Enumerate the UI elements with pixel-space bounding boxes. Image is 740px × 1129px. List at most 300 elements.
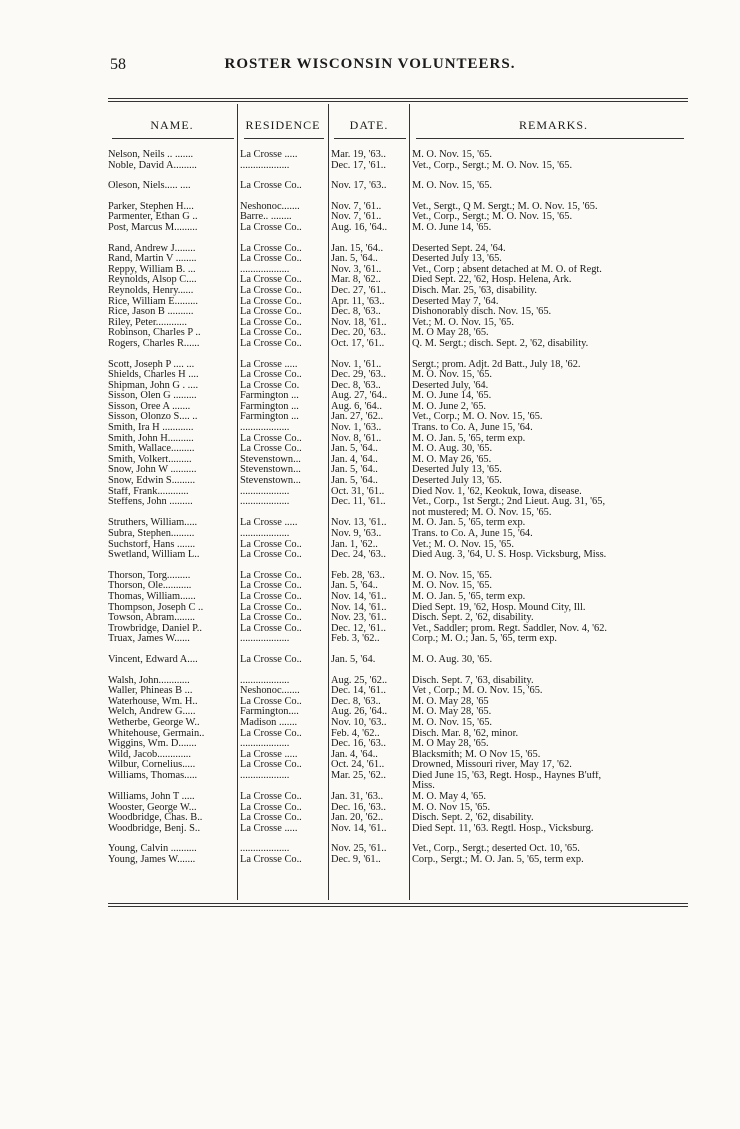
- soldier-name: Swetland, William L..: [108, 550, 200, 561]
- date-cell: Dec. 29, '63..: [331, 370, 386, 381]
- table-row: [0, 813, 740, 824]
- date-cell: Nov. 14, '61..: [331, 602, 387, 613]
- soldier-name: Parmenter, Ethan G ..: [108, 212, 198, 223]
- soldier-name: Trowbridge, Daniel P..: [108, 623, 202, 634]
- soldier-name: Nelson, Neils .. .......: [108, 150, 194, 160]
- soldier-name: Sisson, Oree A .......: [108, 401, 191, 412]
- residence-cell: La Crosse Co..: [240, 433, 302, 444]
- date-cell: Jan. 4, '64..: [331, 454, 378, 465]
- date-cell: Jan. 5, '64.: [331, 654, 376, 665]
- residence-cell: ...................: [240, 486, 290, 497]
- remarks-cell: Disch. Sept. 2, '62, disability.: [412, 613, 534, 624]
- soldier-name: Wooster, George W...: [108, 802, 197, 813]
- table-bottom-rule: [108, 903, 688, 904]
- remarks-cell: M. O. June 2, '65.: [412, 401, 487, 412]
- date-cell: Jan. 5, '64..: [331, 465, 378, 476]
- remarks-cell: M. O. Aug. 30, '65.: [412, 444, 493, 455]
- remarks-cell: M. O. Nov. 15, '65.: [412, 570, 492, 581]
- table-row: [0, 455, 740, 466]
- residence-cell: Stevenstown...: [240, 454, 301, 465]
- soldier-name: Walsh, John............: [108, 675, 190, 686]
- residence-cell: ...................: [240, 634, 290, 645]
- date-cell: Apr. 11, '63..: [331, 296, 385, 307]
- soldier-name: Smith, John H..........: [108, 433, 194, 444]
- date-cell: Jan. 27, '62..: [331, 412, 384, 423]
- remarks-cell: Disch. Sept. 2, '62, disability.: [412, 813, 534, 824]
- residence-cell: Stevenstown...: [240, 465, 301, 476]
- remarks-cell: not mustered; M. O. Nov. 15, '65.: [412, 507, 552, 518]
- roster-group: [0, 244, 740, 350]
- table-row: [0, 676, 740, 687]
- soldier-name: Whitehouse, Germain..: [108, 728, 205, 739]
- residence-cell: ...................: [240, 160, 290, 171]
- residence-cell: Farmington ...: [240, 391, 299, 402]
- table-row: [0, 434, 740, 445]
- table-row: [0, 370, 740, 381]
- residence-cell: Farmington ...: [240, 412, 299, 423]
- remarks-cell: Died Sept. 22, '62, Hosp. Helena, Ark.: [412, 275, 572, 286]
- table-row: [0, 624, 740, 635]
- date-cell: Nov. 14, '61..: [331, 823, 387, 834]
- date-cell: Mar. 8, '62..: [331, 275, 381, 286]
- soldier-name: Riley, Peter............: [108, 317, 187, 328]
- remarks-cell: Died June 15, '63, Regt. Hosp., Haynes B'uff,: [412, 770, 602, 781]
- table-row: [0, 697, 740, 708]
- residence-cell: Barre.. ........: [240, 212, 292, 223]
- residence-cell: La Crosse Co..: [240, 591, 302, 602]
- remarks-cell: Vet., Corp ; absent detached at M. O. of Regt.: [412, 264, 602, 275]
- residence-cell: Farmington ...: [240, 401, 299, 412]
- table-row: [0, 750, 740, 761]
- date-cell: Jan. 20, '62..: [331, 813, 384, 824]
- remarks-cell: Drowned, Missouri river, May 17, '62.: [412, 760, 572, 771]
- residence-cell: La Crosse Co..: [240, 760, 302, 771]
- residence-cell: La Crosse Co..: [240, 802, 302, 813]
- remarks-cell: M. O. June 14, '65.: [412, 222, 492, 233]
- date-cell: Oct. 31, '61..: [331, 486, 385, 497]
- date-cell: Dec. 8, '63..: [331, 696, 381, 707]
- remarks-cell: Disch. Mar. 25, '63, disability.: [412, 285, 538, 296]
- table-row: [0, 487, 740, 498]
- residence-cell: ...................: [240, 770, 290, 781]
- residence-cell: La Crosse Co..: [240, 285, 302, 296]
- date-cell: Jan. 5, '64..: [331, 444, 378, 455]
- soldier-name: Steffens, John .........: [108, 497, 193, 508]
- residence-cell: ...................: [240, 497, 290, 508]
- table-row: [0, 339, 740, 350]
- soldier-name: Wild, Jacob.............: [108, 749, 191, 760]
- remarks-cell: Vet., Corp., 1st Sergt.; 2nd Lieut. Aug. 31, '65,: [412, 497, 606, 508]
- remarks-cell: M. O. Nov 15, '65.: [412, 802, 491, 813]
- remarks-cell: Blacksmith; M. O Nov 15, '65.: [412, 749, 541, 760]
- date-cell: Jan. 1, '62..: [331, 539, 378, 550]
- remarks-header-underline: [416, 138, 684, 139]
- table-row: [0, 781, 740, 792]
- residence-cell: La Crosse .....: [240, 749, 298, 760]
- date-cell: Nov. 9, '63..: [331, 529, 382, 539]
- table-bottom-rule-inner: [108, 906, 688, 907]
- residence-cell: La Crosse Co..: [240, 813, 302, 824]
- table-row: [0, 150, 740, 161]
- residence-cell: ...................: [240, 264, 290, 275]
- residence-cell: La Crosse Co.: [240, 380, 300, 391]
- remarks-cell: Corp.; M. O.; Jan. 5, '65, term exp.: [412, 634, 558, 645]
- table-row: [0, 497, 740, 508]
- date-cell: Jan. 5, '64..: [331, 581, 378, 592]
- date-cell: Jan. 5, '64..: [331, 476, 378, 487]
- date-cell: Nov. 13, '61..: [331, 518, 387, 529]
- residence-header-underline: [244, 138, 324, 139]
- remarks-cell: M. O. Jan. 5, '65, term exp.: [412, 518, 526, 529]
- soldier-name: Williams, Thomas.....: [108, 770, 198, 781]
- table-row: [0, 803, 740, 814]
- soldier-name: Sisson, Olen G .........: [108, 391, 197, 402]
- date-cell: Dec. 27, '61..: [331, 285, 386, 296]
- table-row: [0, 540, 740, 551]
- residence-cell: ...................: [240, 844, 290, 855]
- remarks-cell: Deserted May 7, '64.: [412, 296, 499, 307]
- soldier-name: Smith, Volkert.........: [108, 454, 192, 465]
- table-row: [0, 844, 740, 855]
- table-row: [0, 444, 740, 455]
- table-row: [0, 244, 740, 255]
- table-row: [0, 634, 740, 645]
- residence-cell: Stevenstown...: [240, 476, 301, 487]
- soldier-name: Wiggins, Wm. D.......: [108, 739, 197, 750]
- date-cell: Mar. 25, '62..: [331, 770, 386, 781]
- table-row: [0, 402, 740, 413]
- soldier-name: Rand, Andrew J........: [108, 243, 196, 254]
- table-row: [0, 707, 740, 718]
- date-cell: Nov. 3, '61..: [331, 264, 382, 275]
- residence-cell: La Crosse Co..: [240, 275, 302, 286]
- date-cell: Dec. 16, '63..: [331, 802, 386, 813]
- table-row: [0, 223, 740, 234]
- table-row: [0, 381, 740, 392]
- date-cell: Nov. 25, '61..: [331, 844, 387, 855]
- residence-cell: La Crosse Co..: [240, 317, 302, 328]
- date-cell: Dec. 12, '61..: [331, 623, 386, 634]
- remarks-cell: Deserted July, '64.: [412, 380, 489, 391]
- remarks-cell: Sergt.; prom. Adjt. 2d Batt., July 18, '62.: [412, 359, 581, 370]
- remarks-cell: Disch. Mar. 8, '62, minor.: [412, 728, 519, 739]
- table-row: [0, 286, 740, 297]
- remarks-cell: Q. M. Sergt.; disch. Sept. 2, '62, disability.: [412, 338, 589, 349]
- remarks-cell: Disch. Sept. 7, '63, disability.: [412, 675, 534, 686]
- soldier-name: Woodbridge, Benj. S..: [108, 823, 201, 834]
- residence-cell: La Crosse .....: [240, 823, 298, 834]
- date-cell: Dec. 11, '61..: [331, 497, 386, 508]
- remarks-cell: Deserted July 13, '65.: [412, 254, 502, 265]
- soldier-name: Williams, John T .....: [108, 792, 195, 803]
- remarks-cell: Deserted July 13, '65.: [412, 476, 502, 487]
- soldier-name: Towson, Abram........: [108, 613, 196, 624]
- soldier-name: Noble, David A.........: [108, 160, 197, 171]
- table-row: [0, 792, 740, 803]
- date-cell: Oct. 24, '61..: [331, 760, 385, 771]
- roster-group: [0, 360, 740, 561]
- table-row: [0, 212, 740, 223]
- soldier-name: Suchstorf, Hans .......: [108, 539, 196, 550]
- table-row: [0, 760, 740, 771]
- date-cell: Dec. 9, '61..: [331, 855, 381, 866]
- date-cell: Dec. 8, '63..: [331, 307, 381, 318]
- date-cell: Feb. 3, '62..: [331, 634, 380, 645]
- residence-cell: ...................: [240, 529, 290, 539]
- date-cell: Aug. 27, '64..: [331, 391, 388, 402]
- table-row: [0, 360, 740, 371]
- soldier-name: Robinson, Charles P ..: [108, 328, 201, 339]
- date-cell: Mar. 19, '63..: [331, 150, 386, 160]
- remarks-cell: M. O. Nov. 15, '65.: [412, 150, 492, 160]
- table-row: [0, 686, 740, 697]
- page-header: [0, 52, 740, 76]
- table-row: [0, 265, 740, 276]
- residence-cell: La Crosse Co..: [240, 696, 302, 707]
- table-row: [0, 391, 740, 402]
- soldier-name: Parker, Stephen H....: [108, 201, 194, 212]
- residence-cell: La Crosse Co..: [240, 222, 302, 233]
- remarks-cell: Vet., Corp., Sergt.; deserted Oct. 10, '65.: [412, 844, 580, 855]
- remarks-cell: Vet., Corp.; M. O. Nov. 15, '65.: [412, 412, 543, 423]
- table-row: [0, 613, 740, 624]
- table-row: [0, 161, 740, 172]
- date-cell: Jan. 4, '64..: [331, 749, 378, 760]
- soldier-name: Smith, Wallace.........: [108, 444, 195, 455]
- soldier-name: Thompson, Joseph C ..: [108, 602, 204, 613]
- soldier-name: Snow, John W ..........: [108, 465, 197, 476]
- date-cell: Nov. 7, '61..: [331, 201, 382, 212]
- page-number: 58: [110, 56, 126, 73]
- date-cell: Jan. 5, '64..: [331, 254, 378, 265]
- soldier-name: Staff, Frank............: [108, 486, 189, 497]
- date-cell: Nov. 1, '63..: [331, 423, 382, 434]
- remarks-cell: M. O. Nov. 15, '65.: [412, 581, 492, 592]
- table-row: [0, 508, 740, 519]
- roster-group: [0, 655, 740, 666]
- residence-cell: La Crosse Co..: [240, 370, 302, 381]
- date-cell: Nov. 7, '61..: [331, 212, 382, 223]
- column-header-name: NAME.: [150, 118, 194, 132]
- residence-cell: La Crosse Co..: [240, 296, 302, 307]
- residence-cell: La Crosse Co..: [240, 243, 302, 254]
- table-row: [0, 307, 740, 318]
- residence-cell: La Crosse Co..: [240, 613, 302, 624]
- date-cell: Jan. 15, '64..: [331, 243, 384, 254]
- soldier-name: Waller, Phineas B ...: [108, 686, 193, 697]
- date-cell: Nov. 23, '61..: [331, 613, 387, 624]
- soldier-name: Scott, Joseph P .... ...: [108, 359, 195, 370]
- table-row: [0, 718, 740, 729]
- remarks-cell: Vet , Corp.; M. O. Nov. 15, '65.: [412, 686, 543, 697]
- remarks-cell: Died Nov. 1, '62, Keokuk, Iowa, disease.: [412, 486, 582, 497]
- soldier-name: Thorson, Torg.........: [108, 570, 191, 581]
- date-header-underline: [334, 138, 406, 139]
- date-cell: Nov. 1, '61..: [331, 359, 382, 370]
- roster-group: [0, 150, 740, 171]
- soldier-name: Snow, Edwin S.........: [108, 476, 196, 487]
- residence-cell: La Crosse .....: [240, 150, 298, 160]
- date-cell: Feb. 4, '62..: [331, 728, 380, 739]
- table-row: [0, 275, 740, 286]
- remarks-cell: M. O. Nov. 15, '65.: [412, 181, 492, 192]
- remarks-cell: M. O. Jan. 5, '65, term exp.: [412, 433, 526, 444]
- running-title: ROSTER WISCONSIN VOLUNTEERS.: [224, 56, 516, 72]
- date-cell: Dec. 8, '63..: [331, 380, 381, 391]
- table-row: [0, 550, 740, 561]
- soldier-name: Post, Marcus M.........: [108, 222, 198, 233]
- soldier-name: Rice, Jason B ..........: [108, 307, 194, 318]
- residence-cell: ...................: [240, 739, 290, 750]
- soldier-name: Shields, Charles H ....: [108, 370, 199, 381]
- table-top-rule: [108, 98, 688, 99]
- soldier-name: Young, Calvin ..........: [108, 844, 197, 855]
- soldier-name: Thorson, Ole...........: [108, 581, 192, 592]
- date-cell: Nov. 17, '63..: [331, 181, 387, 192]
- remarks-cell: Vet.; M. O. Nov. 15, '65.: [412, 539, 514, 550]
- remarks-cell: M. O. Aug. 30, '65.: [412, 654, 493, 665]
- soldier-name: Young, James W.......: [108, 855, 196, 866]
- remarks-cell: Vet., Corp., Sergt.; M. O. Nov. 15, '65.: [412, 212, 573, 223]
- residence-cell: La Crosse Co..: [240, 254, 302, 265]
- date-cell: Dec. 17, '61..: [331, 160, 386, 171]
- date-cell: Aug. 16, '64..: [331, 222, 388, 233]
- remarks-cell: Deserted Sept. 24, '64.: [412, 243, 506, 254]
- remarks-cell: Died Aug. 3, '64, U. S. Hosp. Vicksburg, Miss.: [412, 550, 607, 561]
- table-row: [0, 729, 740, 740]
- soldier-name: Waterhouse, Wm. H..: [108, 696, 198, 707]
- soldier-name: Oleson, Niels..... ....: [108, 181, 191, 192]
- residence-cell: La Crosse Co..: [240, 539, 302, 550]
- residence-cell: La Crosse Co..: [240, 654, 302, 665]
- residence-cell: Neshonoc.......: [240, 686, 300, 697]
- table-row: [0, 518, 740, 529]
- table-row: [0, 739, 740, 750]
- remarks-cell: Trans. to Co. A, June 15, '64.: [412, 423, 533, 434]
- remarks-cell: Trans. to Co. A, June 15, '64.: [412, 529, 533, 539]
- remarks-cell: Miss.: [412, 781, 435, 792]
- table-row: [0, 465, 740, 476]
- residence-cell: ...................: [240, 675, 290, 686]
- residence-cell: La Crosse .....: [240, 359, 298, 370]
- residence-cell: La Crosse Co..: [240, 307, 302, 318]
- soldier-name: Wilbur, Cornelius.....: [108, 760, 196, 771]
- date-cell: Dec. 24, '63..: [331, 550, 386, 561]
- remarks-cell: M. O May 28, '65.: [412, 328, 489, 339]
- soldier-name: Welch, Andrew G.....: [108, 707, 196, 718]
- residence-cell: Madison .......: [240, 717, 298, 728]
- table-row: [0, 318, 740, 329]
- remarks-cell: Corp., Sergt.; M. O. Jan. 5, '65, term exp.: [412, 855, 584, 866]
- table-row: [0, 855, 740, 866]
- table-row: [0, 603, 740, 614]
- column-header-residence: RESIDENCE: [245, 118, 321, 132]
- residence-cell: Neshonoc.......: [240, 201, 300, 212]
- soldier-name: Reppy, William B. ...: [108, 264, 196, 275]
- residence-cell: La Crosse Co..: [240, 338, 302, 349]
- remarks-cell: Died Sept. 11, '63. Regtl. Hosp., Vicksburg.: [412, 823, 594, 834]
- soldier-name: Sisson, Olonzo S.... ..: [108, 412, 198, 423]
- residence-cell: La Crosse Co..: [240, 581, 302, 592]
- remarks-cell: M. O. June 14, '65.: [412, 391, 492, 402]
- residence-cell: Farmington....: [240, 707, 299, 718]
- table-row: [0, 476, 740, 487]
- remarks-cell: Vet., Sergt., Q M. Sergt.; M. O. Nov. 15, '65.: [412, 201, 598, 212]
- remarks-cell: Deserted July 13, '65.: [412, 465, 502, 476]
- soldier-name: Rogers, Charles R......: [108, 338, 200, 349]
- date-cell: Jan. 31, '63..: [331, 792, 384, 803]
- soldier-name: Rice, William E.........: [108, 296, 199, 307]
- roster-group: [0, 676, 740, 835]
- remarks-cell: M. O. May 28, '65: [412, 696, 489, 707]
- residence-cell: ...................: [240, 423, 290, 434]
- remarks-cell: Vet., Corp., Sergt.; M. O. Nov. 15, '65.: [412, 160, 573, 171]
- remarks-cell: Vet., Saddler; prom. Regt. Saddler, Nov. 4, '62.: [412, 623, 607, 634]
- date-cell: Nov. 14, '61..: [331, 591, 387, 602]
- remarks-cell: M. O. Nov. 15, '65.: [412, 717, 492, 728]
- name-header-underline: [112, 138, 234, 139]
- remarks-cell: M. O. Nov. 15, '65.: [412, 370, 492, 381]
- table-row: [0, 824, 740, 835]
- table-row: [0, 423, 740, 434]
- roster-group: [0, 181, 740, 192]
- table-row: [0, 655, 740, 666]
- column-header-date: DATE.: [349, 118, 389, 132]
- residence-cell: La Crosse Co..: [240, 855, 302, 866]
- residence-cell: La Crosse Co..: [240, 328, 302, 339]
- remarks-cell: Dishonorably disch. Nov. 15, '65.: [412, 307, 552, 318]
- residence-cell: La Crosse Co..: [240, 623, 302, 634]
- soldier-name: Shipman, John G . ....: [108, 380, 199, 391]
- remarks-cell: Died Sept. 19, '62, Hosp. Mound City, Ill.: [412, 602, 586, 613]
- table-top-rule-inner: [108, 101, 688, 102]
- soldier-name: Reynolds, Henry......: [108, 285, 194, 296]
- date-cell: Dec. 16, '63..: [331, 739, 386, 750]
- table-row: [0, 571, 740, 582]
- date-cell: Nov. 18, '61..: [331, 317, 387, 328]
- table-row: [0, 771, 740, 782]
- residence-cell: La Crosse Co..: [240, 792, 302, 803]
- residence-cell: La Crosse Co..: [240, 602, 302, 613]
- table-row: [0, 581, 740, 592]
- table-row: [0, 592, 740, 603]
- remarks-cell: M. O. May 26, '65.: [412, 454, 492, 465]
- soldier-name: Rand, Martin V ........: [108, 254, 197, 265]
- table-row: [0, 181, 740, 192]
- table-row: [0, 412, 740, 423]
- date-cell: Dec. 20, '63..: [331, 328, 386, 339]
- table-row: [0, 328, 740, 339]
- date-cell: Aug. 25, '62..: [331, 675, 388, 686]
- soldier-name: Subra, Stephen.........: [108, 529, 195, 539]
- remarks-cell: M. O. May 4, '65.: [412, 792, 487, 803]
- roster-group: [0, 202, 740, 234]
- remarks-cell: M. O. May 28, '65.: [412, 707, 492, 718]
- date-cell: Oct. 17, '61..: [331, 338, 385, 349]
- table-row: [0, 202, 740, 213]
- soldier-name: Truax, James W......: [108, 634, 190, 645]
- roster-group: [0, 571, 740, 645]
- remarks-cell: Vet.; M. O. Nov. 15, '65.: [412, 317, 514, 328]
- column-header-remarks: REMARKS.: [518, 118, 588, 132]
- date-cell: Feb. 28, '63..: [331, 570, 385, 581]
- date-cell: Nov. 10, '63..: [331, 717, 387, 728]
- residence-cell: La Crosse .....: [240, 518, 298, 529]
- remarks-cell: M. O May 28, '65.: [412, 739, 489, 750]
- soldier-name: Woodbridge, Chas. B..: [108, 813, 203, 824]
- residence-cell: La Crosse Co..: [240, 181, 302, 192]
- soldier-name: Struthers, William.....: [108, 518, 198, 529]
